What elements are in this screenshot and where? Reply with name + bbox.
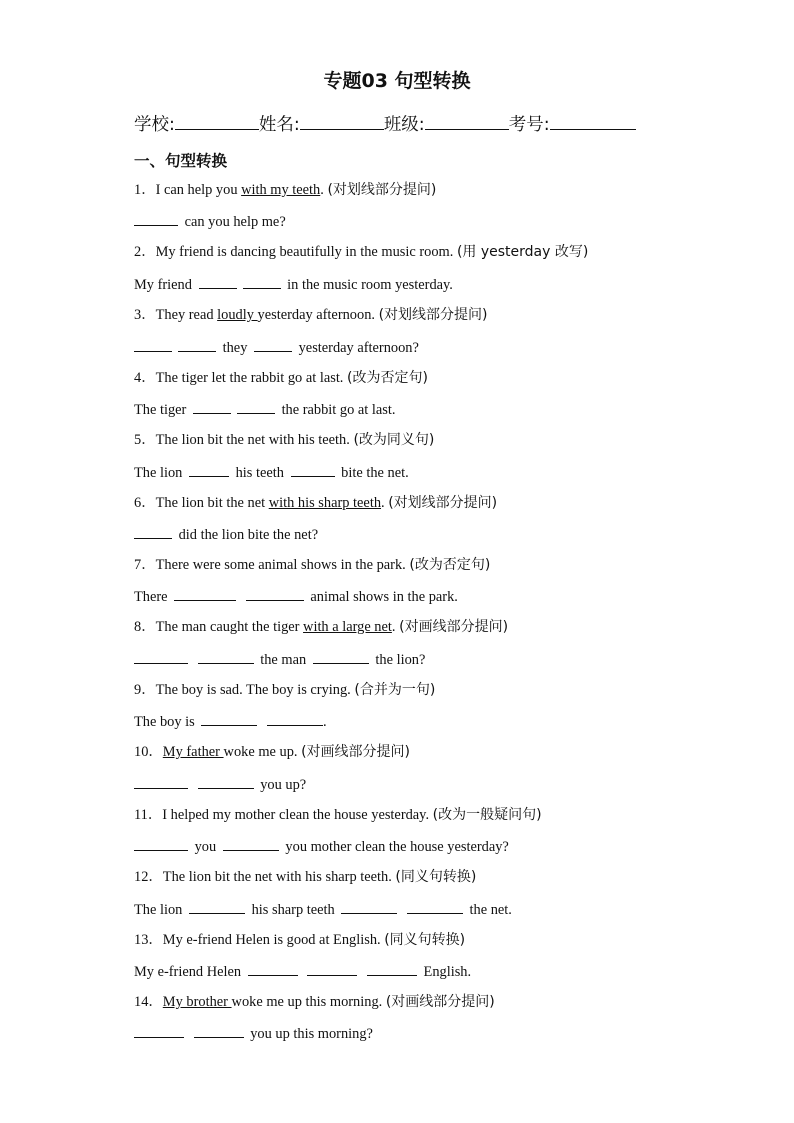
answer-text: The lion [134,465,183,481]
answer-6 [134,524,318,545]
answer-text: his sharp teeth [251,902,335,918]
instruction: (同义句转换) [384,932,466,948]
answer-9 [134,711,327,732]
answer-text: did the lion bite the net? [178,527,319,543]
question-text: woke me up this morning. [231,994,386,1010]
instruction: (同义句转换) [395,869,477,885]
answer-text: English. [423,964,472,980]
question-text: . [320,182,328,198]
question-text: The boy is sad. The boy is crying. [155,682,355,698]
question-number: 8． [134,619,156,635]
answer-13 [134,961,471,982]
answer-text: you [194,839,217,855]
question-7 [134,555,490,575]
question-6 [134,493,497,513]
underlined-part: loudly [217,307,258,323]
question-number: 10． [134,744,163,760]
question-text: I can help you [155,182,242,198]
answer-blank[interactable] [254,337,292,352]
exam-no-blank[interactable] [550,113,636,130]
question-1 [134,180,436,200]
answer-blank[interactable] [237,399,275,414]
answer-text: you up this morning? [250,1026,373,1042]
question-number: 7． [134,557,156,573]
answer-text: you mother clean the house yesterday? [285,839,509,855]
answer-blank[interactable] [174,586,236,601]
answer-blank[interactable] [313,649,369,664]
instruction: (合并为一句) [354,682,436,698]
answer-7 [134,586,458,607]
question-number: 14． [134,994,163,1010]
answer-blank[interactable] [223,836,279,851]
answer-blank[interactable] [134,337,172,352]
instruction: (对划线部分提问) [388,495,498,511]
instruction: (对画线部分提问) [399,619,509,635]
section-heading: 一、句型转换 [134,152,228,170]
answer-14 [134,1023,373,1044]
answer-blank[interactable] [267,711,323,726]
answer-blank[interactable] [307,961,357,976]
question-text: The lion bit the net [155,495,269,511]
answer-11 [134,836,509,857]
answer-10 [134,774,306,795]
question-8 [134,617,508,637]
page-title: 专题03 句型转换 [323,70,471,92]
question-text: My friend is dancing beautifully in the music room. [155,244,457,260]
question-number: 6． [134,495,156,511]
answer-blank[interactable] [193,399,231,414]
exam-no-label: 考号: [508,115,550,135]
answer-text: . [322,714,327,730]
answer-blank[interactable] [134,524,172,539]
answer-blank[interactable] [243,274,281,289]
answer-blank[interactable] [199,274,237,289]
instruction: (改为同义句) [353,432,435,448]
answer-5 [134,462,409,483]
answer-blank[interactable] [407,899,463,914]
answer-blank[interactable] [198,649,254,664]
question-number: 12． [134,869,163,885]
answer-blank[interactable] [189,899,245,914]
question-text: The man caught the tiger [155,619,304,635]
answer-blank[interactable] [134,836,188,851]
school-label: 学校: [134,115,175,135]
name-label: 姓名: [258,115,300,135]
underlined-part: My brother [162,994,232,1010]
answer-blank[interactable] [134,211,178,226]
question-text: I helped my mother clean the house yesterday. [162,807,433,823]
question-12 [134,867,476,887]
question-4 [134,368,428,388]
question-number: 13． [134,932,163,948]
question-14 [134,992,495,1012]
answer-blank[interactable] [134,1023,184,1038]
question-text: There were some animal shows in the park. [155,557,410,573]
question-5 [134,430,434,450]
class-blank[interactable] [425,113,509,130]
class-label: 班级: [383,115,425,135]
answer-text: The boy is [134,714,195,730]
underlined-part: with his sharp teeth [268,495,382,511]
answer-blank[interactable] [134,649,188,664]
answer-blank[interactable] [291,462,335,477]
answer-blank[interactable] [178,337,216,352]
question-9 [134,680,435,700]
question-text: The lion bit the net with his sharp teeth. [162,869,396,885]
question-text: The lion bit the net with his teeth. [155,432,354,448]
answer-4 [134,399,395,420]
underlined-part: with a large net [303,619,392,635]
answer-blank[interactable] [246,586,304,601]
answer-text: the man [260,652,307,668]
answer-text: yesterday afternoon? [298,340,419,356]
answer-blank[interactable] [341,899,397,914]
student-info-line [134,111,636,136]
answer-text: The lion [134,902,183,918]
instruction: (对画线部分提问) [301,744,411,760]
question-text: . [381,495,389,511]
answer-text: animal shows in the park. [310,589,458,605]
question-text: yesterday afternoon. [257,307,379,323]
answer-text: The tiger [134,402,187,418]
instruction: (改为一般疑问句) [432,807,542,823]
question-text: woke me up. [223,744,302,760]
answer-text: you up? [260,777,307,793]
answer-2 [134,274,453,295]
instruction: (对划线部分提问) [327,182,437,198]
question-text: The tiger let the rabbit go at last. [155,370,348,386]
answer-text: they [222,340,248,356]
question-10 [134,742,410,762]
answer-1 [134,211,286,232]
answer-blank[interactable] [134,774,188,789]
instruction: (对画线部分提问) [385,994,495,1010]
answer-blank[interactable] [248,961,298,976]
question-13 [134,930,465,950]
answer-text: My e-friend Helen [134,964,242,980]
answer-8 [134,649,425,670]
answer-blank[interactable] [201,711,257,726]
instruction: (改为否定句) [409,557,491,573]
underlined-part: My father [162,744,224,760]
answer-text: My friend [134,277,192,293]
question-text: . [391,619,400,635]
answer-text: the lion? [375,652,426,668]
question-number: 1． [134,182,156,198]
instruction: (用 yesterday 改写) [456,244,589,260]
question-number: 5． [134,432,156,448]
answer-text: in the music room yesterday. [287,277,453,293]
answer-3 [134,337,419,358]
answer-blank[interactable] [367,961,417,976]
question-text: My e-friend Helen is good at English. [162,932,385,948]
question-number: 2． [134,244,156,260]
answer-blank[interactable] [189,462,229,477]
question-11 [134,805,542,825]
name-blank[interactable] [300,113,384,130]
underlined-part: with my teeth [241,182,321,198]
answer-text: There [134,589,168,605]
answer-12 [134,899,512,920]
question-number: 4． [134,370,156,386]
question-text: They read [155,307,218,323]
question-number: 11． [134,807,163,823]
answer-blank[interactable] [198,774,254,789]
answer-text: bite the net. [341,465,409,481]
question-number: 9． [134,682,156,698]
question-2 [134,242,588,262]
answer-text: his teeth [235,465,284,481]
answer-text: can you help me? [184,214,286,230]
answer-blank[interactable] [194,1023,244,1038]
answer-text: the rabbit go at last. [281,402,396,418]
question-3 [134,305,488,325]
instruction: (对划线部分提问) [378,307,488,323]
instruction: (改为否定句) [347,370,428,386]
question-number: 3． [134,307,156,323]
school-blank[interactable] [175,113,259,130]
answer-text: the net. [469,902,512,918]
